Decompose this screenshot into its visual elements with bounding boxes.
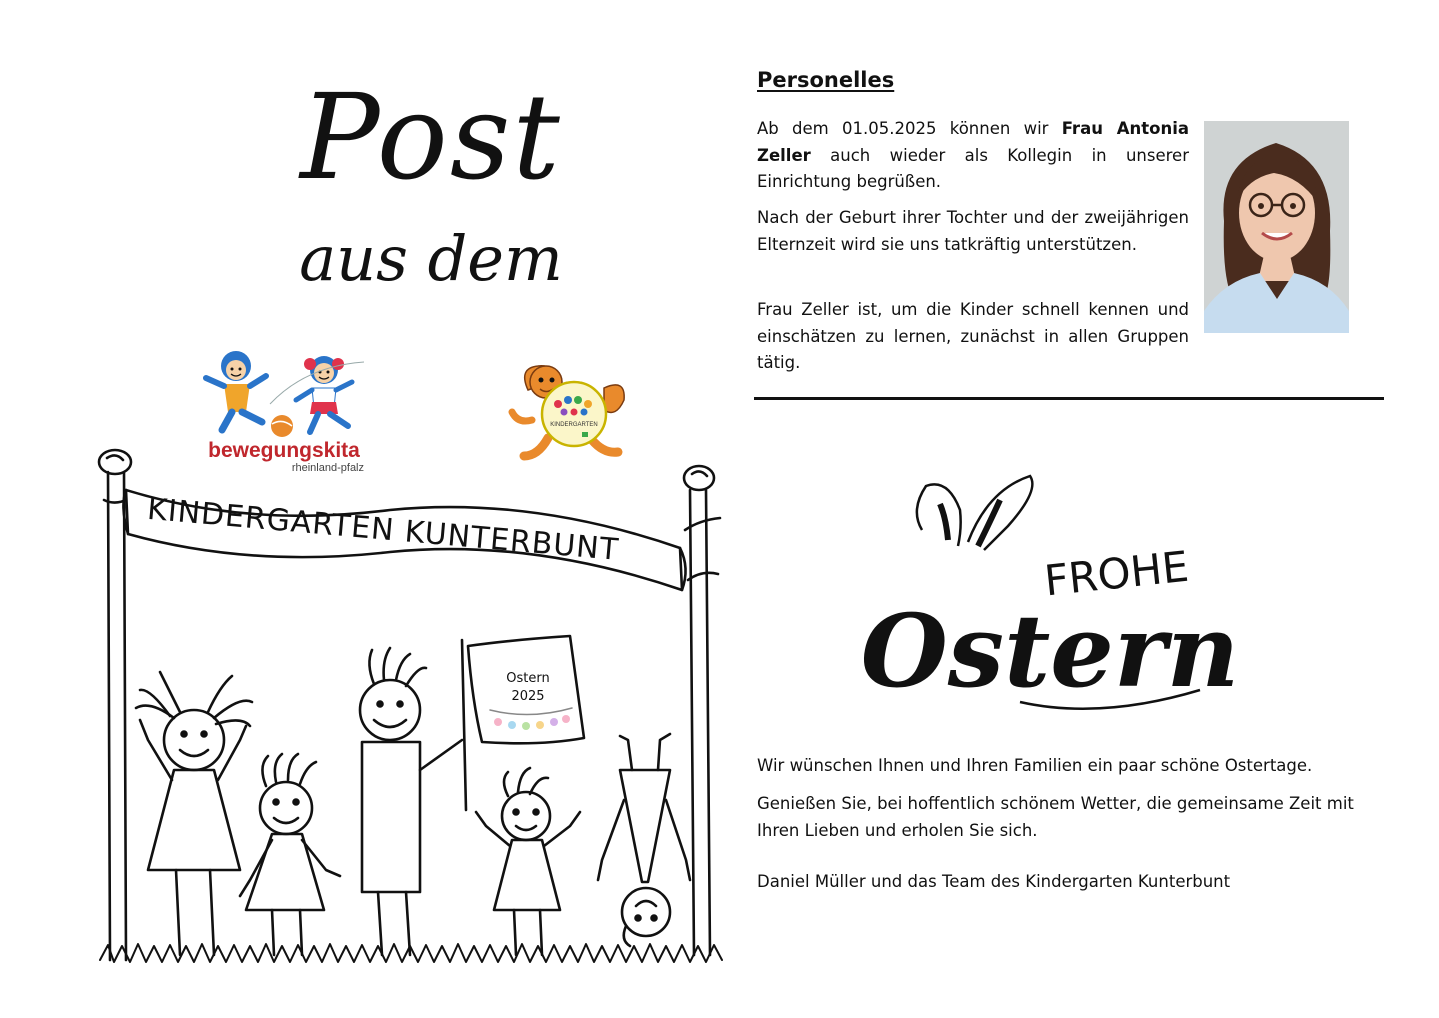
child-figure-1 xyxy=(136,672,252,955)
boy-figure-icon xyxy=(206,351,266,430)
lettering-ostern: Ostern xyxy=(860,592,1240,710)
banner-text: KINDERGARTEN KUNTERBUNT xyxy=(145,491,621,568)
section-heading-personnel: Personelles xyxy=(757,68,895,92)
bewegungskita-wordmark: bewegungskita xyxy=(208,439,360,462)
easter-flag xyxy=(462,636,584,810)
bewegungskita-subline: rheinland-pfalz xyxy=(291,462,364,474)
easter-wish-line: Wir wünschen Ihnen und Ihren Familien ein paar schöne Ostertage. xyxy=(757,756,1313,775)
lettering-frohe: FROHE xyxy=(1042,541,1191,606)
frohe-ostern-lettering xyxy=(860,470,1240,725)
personnel-paragraph-3: Frau Zeller ist, um die Kinder schnell kennen und einschätzen zu lernen, zunächst in allen Gruppen tätig. xyxy=(757,300,1189,372)
title-post: Post xyxy=(300,68,562,206)
para-1-lead: Ab dem 01.05.2025 können wir xyxy=(757,119,1062,138)
signature-line: Daniel Müller und das Team des Kindergarten Kunterbunt xyxy=(757,872,1231,891)
title-aus-dem: aus dem xyxy=(299,222,563,295)
tiger-badge-text: KINDERGARTEN xyxy=(550,422,598,428)
staff-name: Frau Antonia Zeller xyxy=(757,119,1189,165)
right-post xyxy=(684,466,720,955)
child-figure-2 xyxy=(240,754,340,955)
child-figure-4 xyxy=(598,734,690,946)
ball-icon xyxy=(271,415,293,437)
kindergarten-drawing xyxy=(90,440,730,985)
para-1-tail: auch wieder als Kollegin in unserer Einrichtung begrüßen. xyxy=(757,145,1189,191)
personnel-paragraph-1 xyxy=(757,116,1189,196)
adult-figure xyxy=(360,648,462,955)
personnel-paragraph-2: Nach der Geburt ihrer Tochter und der zweijährigen Elternzeit wird sie uns tatkräftig unterstützen. xyxy=(757,208,1189,254)
bunny-ears-icon xyxy=(917,476,1033,550)
child-figure-3 xyxy=(476,768,580,955)
flag-text-line2: 2025 xyxy=(511,689,545,704)
girl-figure-icon xyxy=(296,356,352,432)
staff-portrait-photo xyxy=(1204,121,1349,333)
section-divider xyxy=(754,397,1384,400)
easter-wish-paragraph: Genießen Sie, bei hoffentlich schönem Wetter, die gemeinsame Zeit mit Ihren Lieben und erholen Sie sich. xyxy=(757,794,1354,840)
flag-text-line1: Ostern xyxy=(506,671,550,686)
